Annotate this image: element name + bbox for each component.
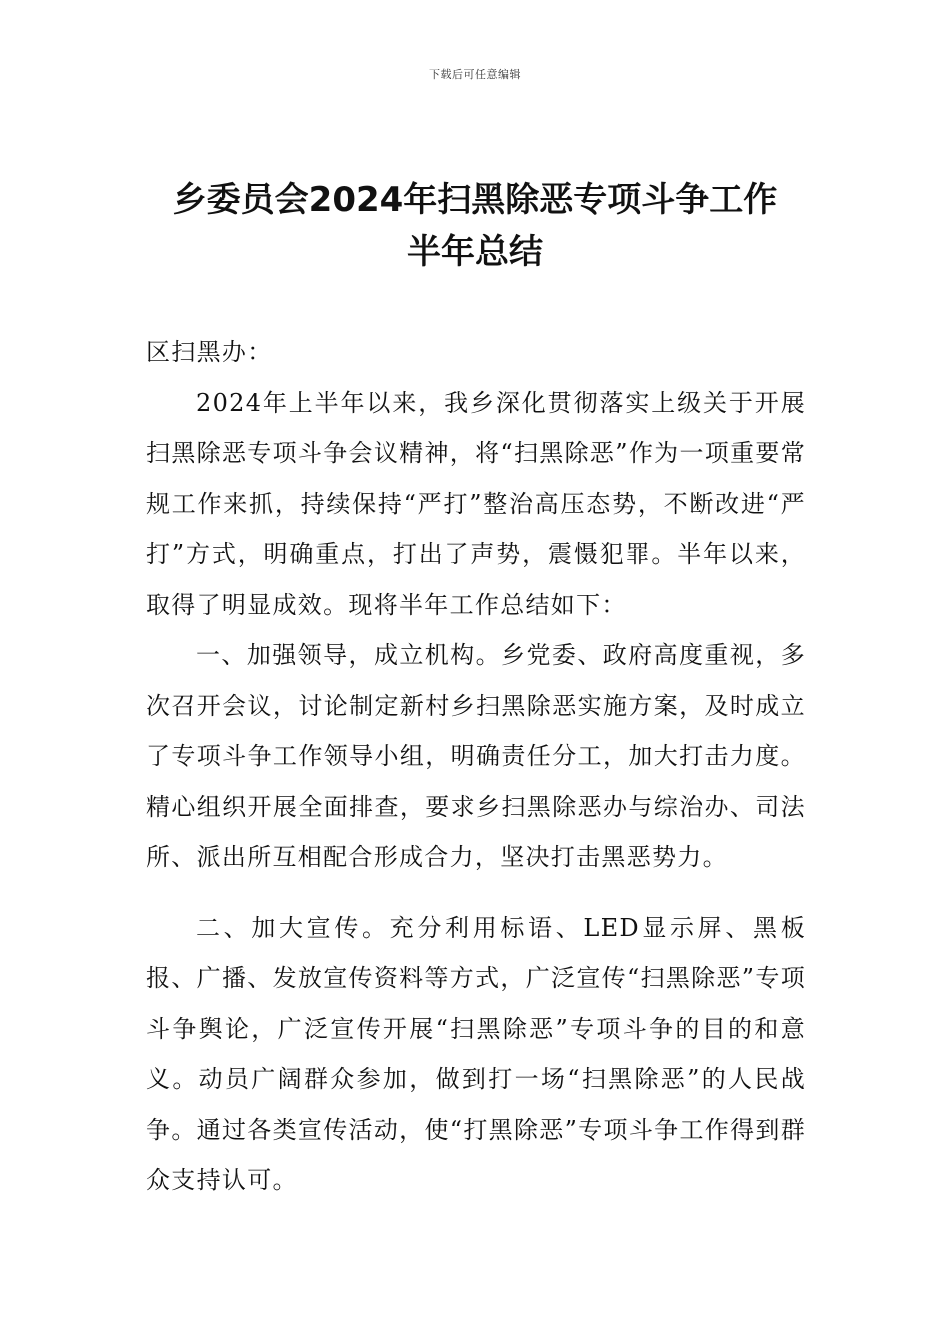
paragraph-leadership: 一、加强领导，成立机构。乡党委、政府高度重视，多次召开会议，讨论制定新村乡扫黑除恶实施方案，及时成立了专项斗争工作领导小组，明确责任分工，加大打击力度。精心组织开展全面排查，要求乡扫黑除恶办与综治办、司法所、派出所互相配合形成合力，坚决打击黑恶势力。 — [146, 641, 806, 871]
paragraph-intro: 2024年上半年以来，我乡深化贯彻落实上级关于开展扫黑除恶专项斗争会议精神，将“扫黑除恶”作为一项重要常规工作来抓，持续保持“严打”整治高压态势，不断改进“严打”方式，明确重点，打出了声势，震慑犯罪。半年以来，取得了明显成效。现将半年工作总结如下： — [146, 388, 806, 619]
title-line-1: 乡委员会2024年扫黑除恶专项斗争工作 — [172, 180, 778, 220]
salutation: 区扫黑办： — [146, 338, 273, 366]
document-body — [146, 327, 806, 1206]
document-title — [0, 174, 950, 278]
title-line-2: 半年总结 — [407, 232, 543, 272]
header-note: 下载后可任意编辑 — [429, 68, 521, 81]
paragraph-publicity: 二、加大宣传。充分利用标语、LED显示屏、黑板报、广播、发放宣传资料等方式，广泛宣传“扫黑除恶”专项斗争舆论，广泛宣传开展“扫黑除恶”专项斗争的目的和意义。动员广阔群众参加，做到打一场“扫黑除恶”的人民战争。通过各类宣传活动，使“打黑除恶”专项斗争工作得到群众支持认可。 — [146, 913, 806, 1194]
